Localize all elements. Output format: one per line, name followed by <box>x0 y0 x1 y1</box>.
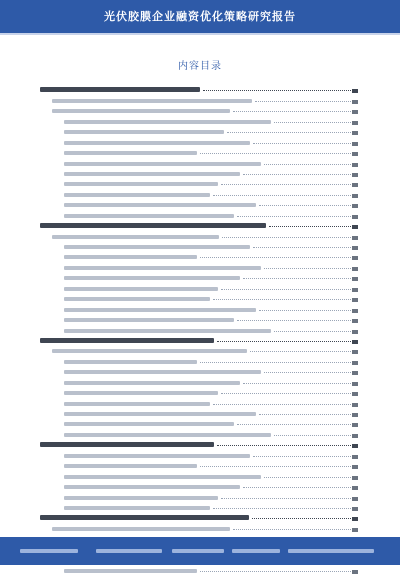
toc-entry-item <box>40 491 358 501</box>
toc-page-number <box>352 256 358 260</box>
toc-entry-section <box>40 522 358 532</box>
toc-page-number <box>352 152 358 156</box>
toc-leader-dots <box>217 445 351 446</box>
toc-entry-item <box>40 147 358 157</box>
header-divider <box>0 33 400 35</box>
toc-page-number <box>352 225 358 229</box>
toc-page-number <box>352 476 358 480</box>
toc-entry-item <box>40 188 358 198</box>
toc-leader-dots <box>217 341 351 342</box>
toc-page-number <box>352 361 358 365</box>
toc-entry-text <box>64 120 271 124</box>
toc-entry-text <box>64 141 250 145</box>
toc-leader-dots <box>264 164 351 165</box>
toc-leader-dots <box>233 111 351 112</box>
toc-entry-item <box>40 209 358 219</box>
toc-page-number <box>352 350 358 354</box>
toc-page-number <box>352 194 358 198</box>
toc-entry-text <box>64 381 240 385</box>
toc-leader-dots <box>213 195 351 196</box>
toc-entry-text <box>64 360 197 364</box>
toc-page-number <box>352 173 358 177</box>
toc-leader-dots <box>259 414 351 415</box>
toc-entry-text <box>64 485 240 489</box>
toc-entry-text <box>64 422 234 426</box>
toc-entry-item <box>40 126 358 136</box>
toc-leader-dots <box>274 122 351 123</box>
toc-entry-text <box>64 506 210 510</box>
toc-entry-item <box>40 418 358 428</box>
toc-entry-item <box>40 314 358 324</box>
toc-entry-text <box>64 308 256 312</box>
toc-entry-chapter <box>40 335 358 345</box>
toc-page-number <box>352 110 358 114</box>
toc-leader-dots <box>221 393 351 394</box>
toc-page-number <box>352 267 358 271</box>
toc-leader-dots <box>264 372 351 373</box>
page-header <box>0 0 400 33</box>
toc-entry-text <box>64 569 197 573</box>
toc-entry-section <box>40 105 358 115</box>
toc-page-number <box>352 455 358 459</box>
toc-entry-text <box>64 214 234 218</box>
toc-entry-item <box>40 502 358 512</box>
toc-page-number <box>352 570 358 574</box>
toc-entry-item <box>40 251 358 261</box>
toc-entry-text <box>40 515 249 520</box>
toc-entry-text <box>64 287 218 291</box>
toc-page-number <box>352 246 358 250</box>
toc-leader-dots <box>274 331 351 332</box>
toc-entry-text <box>64 172 240 176</box>
toc-page-number <box>352 142 358 146</box>
toc-entry-item <box>40 449 358 459</box>
toc-leader-dots <box>250 351 351 352</box>
toc-entry-text <box>40 442 214 447</box>
toc-entry-section <box>40 345 358 355</box>
toc-leader-dots <box>243 383 351 384</box>
toc-entry-chapter <box>40 220 358 230</box>
toc-page-number <box>352 277 358 281</box>
toc-page-number <box>352 507 358 511</box>
toc-page-number <box>352 340 358 344</box>
toc-page-number <box>352 444 358 448</box>
toc-entry-text <box>64 412 256 416</box>
toc-leader-dots <box>259 310 351 311</box>
footer-text-segment <box>288 549 374 553</box>
toc-entry-item <box>40 428 358 438</box>
toc-page-number <box>352 330 358 334</box>
toc-page-number <box>352 423 358 427</box>
toc-leader-dots <box>221 289 351 290</box>
toc-page-number <box>352 89 358 93</box>
toc-page-number <box>352 392 358 396</box>
toc-entry-text <box>52 527 230 531</box>
toc-page-number <box>352 215 358 219</box>
toc-entry-chapter <box>40 84 358 94</box>
toc-entry-text <box>40 87 200 92</box>
toc-leader-dots <box>274 435 351 436</box>
toc-leader-dots <box>264 477 351 478</box>
toc-entry-text <box>64 276 240 280</box>
toc-entry-text <box>64 203 256 207</box>
toc-entry-text <box>64 245 250 249</box>
footer-text-segment <box>172 549 224 553</box>
toc-entry-item <box>40 397 358 407</box>
toc-leader-dots <box>200 466 351 467</box>
toc-entry-item <box>40 324 358 334</box>
table-of-contents <box>40 84 358 575</box>
toc-entry-text <box>64 496 218 500</box>
toc-page-number <box>352 319 358 323</box>
toc-entry-item <box>40 168 358 178</box>
toc-entry-text <box>64 266 261 270</box>
toc-leader-dots <box>252 518 351 519</box>
toc-leader-dots <box>213 299 351 300</box>
toc-leader-dots <box>222 237 351 238</box>
toc-leader-dots <box>200 362 351 363</box>
toc-entry-item <box>40 460 358 470</box>
toc-entry-section <box>40 94 358 104</box>
toc-entry-item <box>40 481 358 491</box>
toc-page-number <box>352 371 358 375</box>
toc-entry-item <box>40 282 358 292</box>
toc-entry-text <box>64 454 250 458</box>
toc-entry-text <box>64 370 261 374</box>
toc-entry-text <box>52 99 252 103</box>
toc-entry-item <box>40 387 358 397</box>
toc-leader-dots <box>259 205 351 206</box>
toc-page-number <box>352 497 358 501</box>
toc-entry-text <box>64 182 218 186</box>
toc-entry-text <box>64 255 197 259</box>
toc-entry-item <box>40 115 358 125</box>
footer-text-segment <box>20 549 78 553</box>
toc-page-number <box>352 465 358 469</box>
footer-text-segment <box>232 549 280 553</box>
toc-entry-item <box>40 470 358 480</box>
toc-page-number <box>352 403 358 407</box>
toc-entry-item <box>40 366 358 376</box>
toc-page-number <box>352 100 358 104</box>
toc-page-number <box>352 517 358 521</box>
toc-entry-text <box>64 297 210 301</box>
toc-entry-text <box>52 109 230 113</box>
toc-entry-item <box>40 157 358 167</box>
toc-leader-dots <box>227 132 351 133</box>
toc-page-number <box>352 204 358 208</box>
report-title: 光伏胶膜企业融资优化策略研究报告 <box>104 10 296 23</box>
toc-entry-item <box>40 261 358 271</box>
page-footer <box>0 537 400 565</box>
toc-leader-dots <box>213 508 351 509</box>
toc-entry-text <box>64 391 218 395</box>
toc-entry-item <box>40 376 358 386</box>
toc-page-number <box>352 413 358 417</box>
toc-entry-chapter <box>40 439 358 449</box>
toc-entry-item <box>40 272 358 282</box>
toc-leader-dots <box>203 90 351 91</box>
toc-entry-item <box>40 355 358 365</box>
toc-entry-item <box>40 303 358 313</box>
toc-entry-chapter <box>40 512 358 522</box>
toc-page-number <box>352 236 358 240</box>
footer-text-segment <box>96 549 162 553</box>
toc-entry-text <box>40 338 214 343</box>
toc-page-number <box>352 298 358 302</box>
toc-entry-text <box>64 433 271 437</box>
toc-leader-dots <box>253 247 351 248</box>
toc-entry-item <box>40 178 358 188</box>
toc-entry-section <box>40 230 358 240</box>
toc-title: 内容目录 <box>178 61 222 72</box>
toc-page-number <box>352 183 358 187</box>
toc-page-number <box>352 288 358 292</box>
toc-leader-dots <box>200 571 351 572</box>
toc-page-number <box>352 528 358 532</box>
toc-entry-text <box>40 223 266 228</box>
toc-page-number <box>352 486 358 490</box>
toc-leader-dots <box>253 143 351 144</box>
toc-leader-dots <box>243 174 351 175</box>
toc-leader-dots <box>255 101 351 102</box>
toc-leader-dots <box>237 216 351 217</box>
toc-entry-text <box>64 464 197 468</box>
toc-page-number <box>352 121 358 125</box>
toc-page-number <box>352 309 358 313</box>
toc-leader-dots <box>221 184 351 185</box>
toc-page-number <box>352 131 358 135</box>
toc-entry-text <box>64 130 224 134</box>
toc-entry-text <box>64 193 210 197</box>
toc-leader-dots <box>243 278 351 279</box>
toc-leader-dots <box>221 498 351 499</box>
toc-page-number <box>352 382 358 386</box>
toc-entry-text <box>52 235 219 239</box>
toc-entry-item <box>40 199 358 209</box>
toc-leader-dots <box>243 487 351 488</box>
toc-entry-text <box>64 318 234 322</box>
toc-page-number <box>352 434 358 438</box>
toc-leader-dots <box>200 257 351 258</box>
toc-entry-item <box>40 293 358 303</box>
toc-leader-dots <box>237 320 351 321</box>
toc-leader-dots <box>233 529 351 530</box>
toc-entry-text <box>52 349 247 353</box>
toc-entry-item <box>40 241 358 251</box>
toc-leader-dots <box>253 456 351 457</box>
toc-entry-text <box>64 329 271 333</box>
toc-entry-text <box>64 151 197 155</box>
toc-entry-text <box>64 162 261 166</box>
toc-entry-item <box>40 564 358 574</box>
toc-page-number <box>352 163 358 167</box>
toc-leader-dots <box>213 404 351 405</box>
toc-entry-text <box>64 475 261 479</box>
toc-leader-dots <box>269 226 351 227</box>
toc-leader-dots <box>200 153 351 154</box>
toc-entry-item <box>40 408 358 418</box>
toc-leader-dots <box>264 268 351 269</box>
toc-entry-text <box>64 402 210 406</box>
toc-leader-dots <box>237 424 351 425</box>
toc-entry-item <box>40 136 358 146</box>
